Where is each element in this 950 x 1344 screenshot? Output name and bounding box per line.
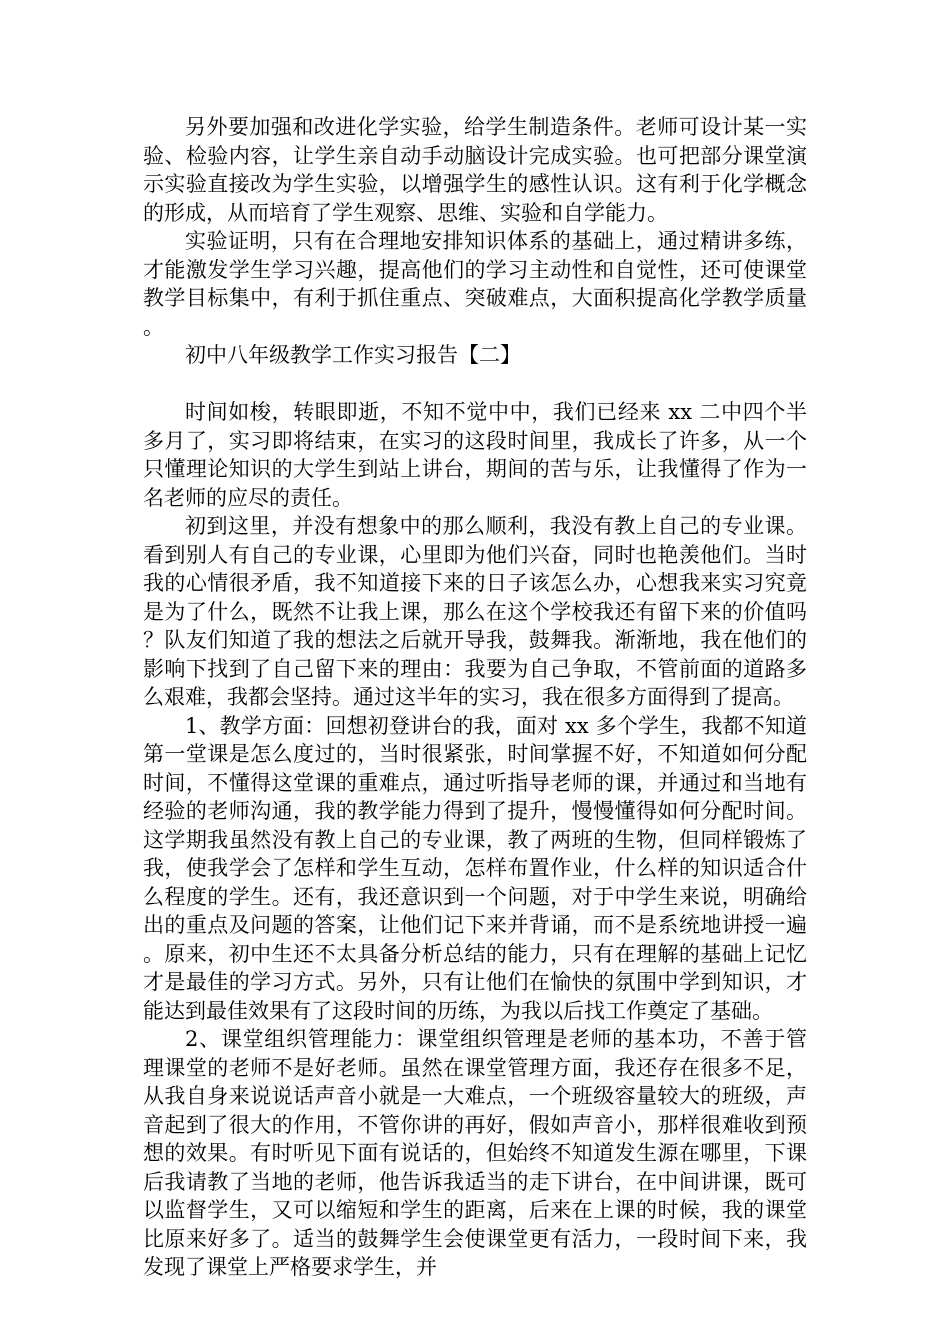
paragraph-classroom-management: 2、课堂组织管理能力：课堂组织管理是老师的基本功，不善于管理课堂的老师不是好老师。虽然在课堂管理方面，我还存在很多不足，从我自身来说说话声音小就是一大难点，一个班级容量较大的班级，声音起到了很大的作用，不管你讲的再好，假如声音小，那样很难收到预想的效果。有时听见下面有说话的，但始终不知道发生源在哪里，下课后我请教了当地的老师，他告诉我适当的走下讲台，在中间讲课，既可以监督学生，又可以缩短和学生的距离，后来在上课的时候，我的课堂比原来好多了。适当的鼓舞学生会使课堂更有活力，一段时间下来，我发现了课堂上严格要求学生，并 [143,1027,807,1279]
section-heading: 初中八年级教学工作实习报告【二】 [185,343,521,367]
paragraph-teaching-aspect: 1、教学方面：回想初登讲台的我，面对 xx 多个学生，我都不知道第一堂课是怎么度过的，当时很紧张，时间掌握不好，不知道如何分配时间，不懂得这堂课的重难点，通过听指导老师的课，并通过和当地有经验的老师沟通，我的教学能力得到了提升，慢慢懂得如何分配时间。这学期我虽然没有教上自己的专业课，教了两班的生物，但同样锻炼了我，使我学会了怎样和学生互动，怎样布置作业，什么样的知识适合什么程度的学生。还有，我还意识到一个问题，对于中学生来说，明确给出的重点及问题的答案，让他们记下来并背诵，而不是系统地讲授一遍。原来，初中生还不太具备分析总结的能力，只有在理解的基础上记忆才是最佳的学习方式。另外，只有让他们在愉快的氛围中学到知识，才能达到最佳效果有了这段时间的历练，为我以后找工作奠定了基础。 [143,713,807,1023]
paragraph-chemistry-experiments: 另外要加强和改进化学实验，给学生制造条件。老师可设计某一实验、检验内容，让学生亲自动手动脑设计完成实验。也可把部分课堂演示实验直接改为学生实验，以增强学生的感性认识。这有利于化学概念的形成，从而培育了学生观察、思维、实验和自学能力。 [143,115,807,225]
paragraph-first-arrival: 初到这里，并没有想象中的那么顺利，我没有教上自己的专业课。看到别人有自己的专业课，心里即为他们兴奋，同时也艳羡他们。当时我的心情很矛盾，我不知道接下来的日子该怎么办，心想我来实习究竟是为了什么，既然不让我上课，那么在这个学校我还有留下来的价值吗？队友们知道了我的想法之后就开导我，鼓舞我。渐渐地，我在他们的影响下找到了自己留下来的理由：我要为自己争取，不管前面的道路多么艰难，我都会坚持。通过这半年的实习，我在很多方面得到了提高。 [143,514,807,709]
paragraph-internship-intro: 时间如梭，转眼即逝，不知不觉中中，我们已经来 xx 二中四个半多月了，实习即将结束，在实习的这段时间里，我成长了许多，从一个只懂理论知识的大学生到站上讲台，期间的苦与乐，让我懂得了作为一名老师的应尽的责任。 [143,400,807,510]
paragraph-experiment-conclusion: 实验证明，只有在合理地安排知识体系的基础上，通过精讲多练，才能激发学生学习兴趣，提高他们的学习主动性和自觉性，还可使课堂教学目标集中，有利于抓住重点、突破难点，大面积提高化学教学质量。 [143,229,807,339]
document-page [143,113,807,1282]
